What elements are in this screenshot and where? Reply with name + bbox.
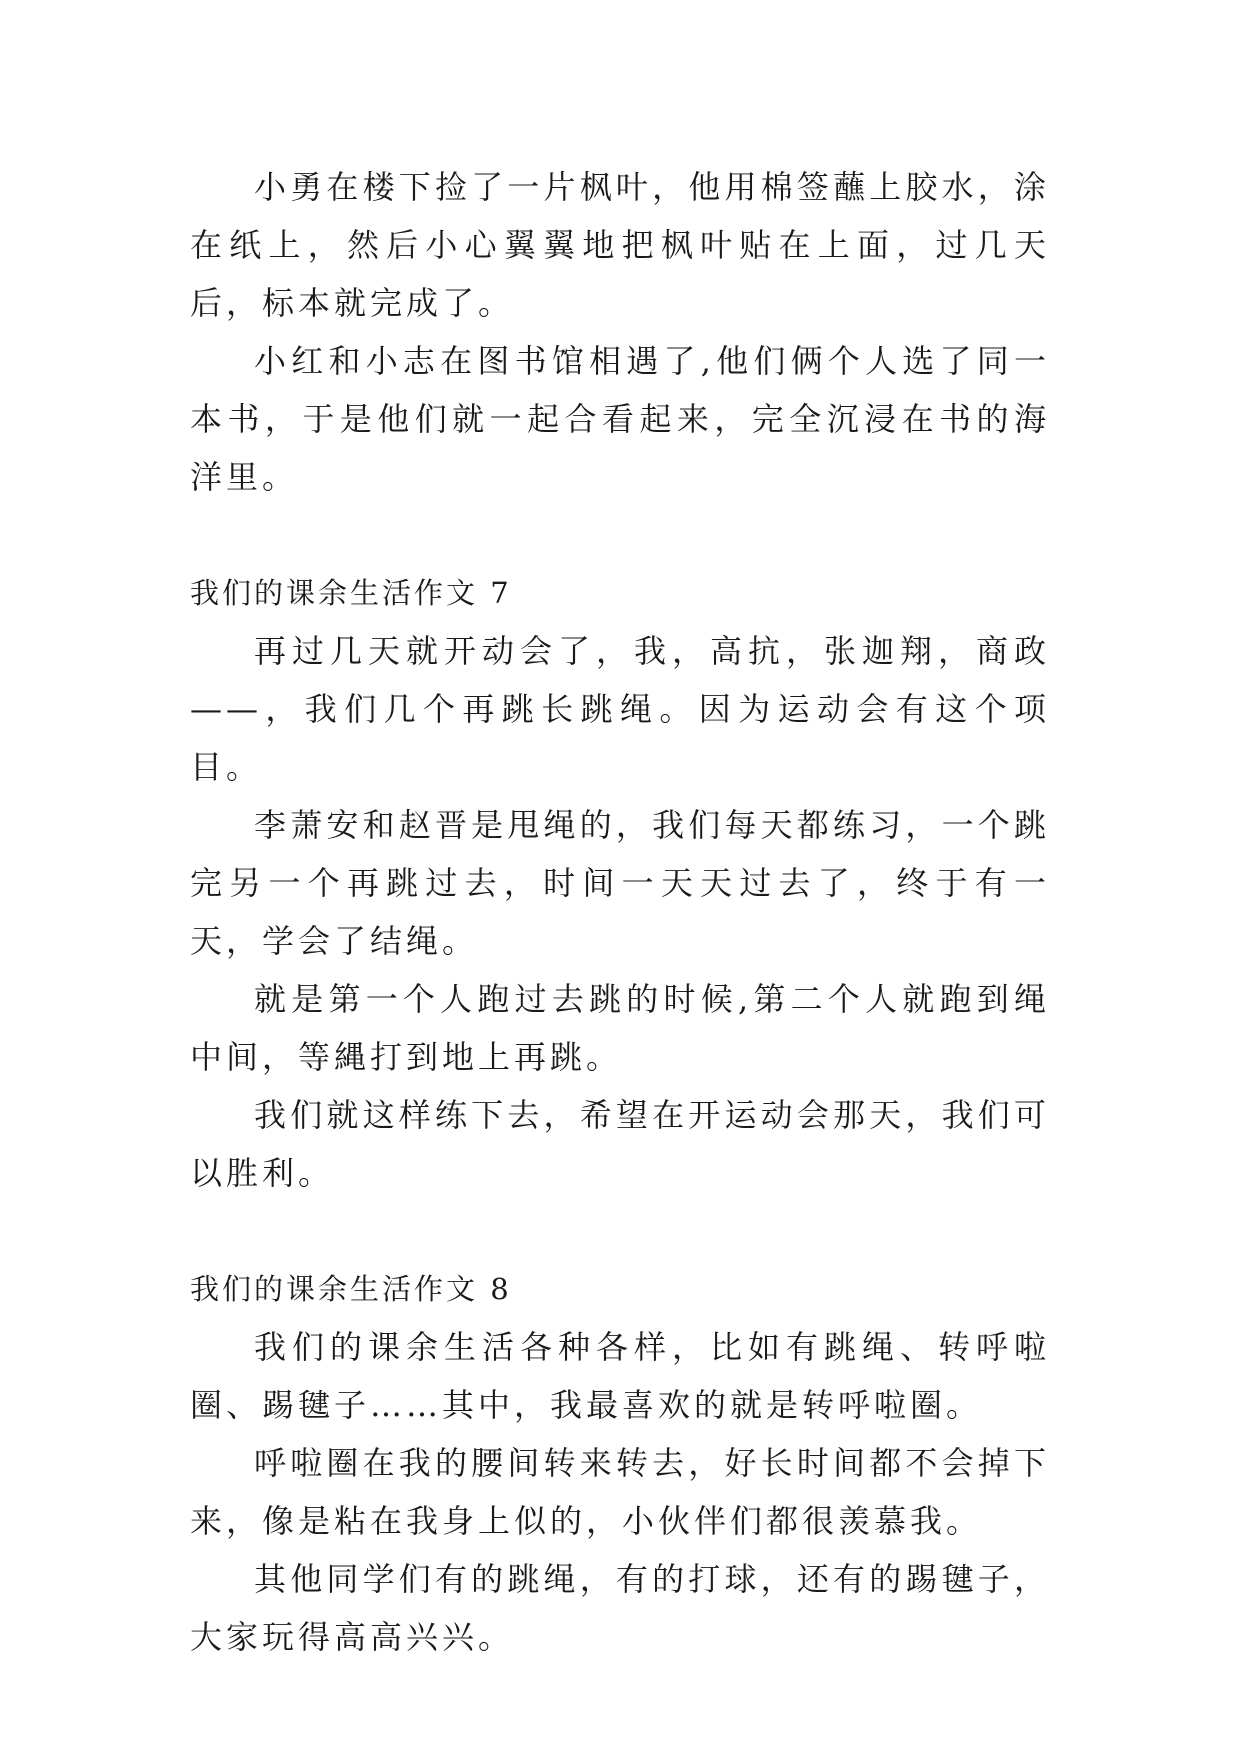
paragraph-library: 小红和小志在图书馆相遇了,他们俩个人选了同一本书，于是他们就一起合看起来，完全沉浸在书的海洋里。 xyxy=(190,342,1050,496)
section-title-8: 我们的课余生活作文 8 xyxy=(190,1272,512,1306)
paragraph-classmates: 其他同学们有的跳绳，有的打球，还有的踢毽子，大家玩得高高兴兴。 xyxy=(190,1560,1050,1656)
paragraph-sports-meet: 再过几天就开动会了，我，高抗，张迦翔，商政——，我们几个再跳长跳绳。因为运动会有这个项目。 xyxy=(190,632,1050,786)
document-body xyxy=(190,158,1050,1666)
section-spacer xyxy=(190,1202,1050,1260)
paragraph-practice: 李萧安和赵晋是甩绳的，我们每天都练习，一个跳完另一个再跳过去，时间一天天过去了，终于有一天，学会了结绳。 xyxy=(190,806,1050,960)
paragraph-activities: 我们的课余生活各种各样，比如有跳绳、转呼啦圈、踢毽子……其中，我最喜欢的就是转呼啦圈。 xyxy=(190,1328,1050,1424)
paragraph-technique: 就是第一个人跑过去跳的时候,第二个人就跑到绳中间，等縄打到地上再跳。 xyxy=(190,980,1050,1076)
paragraph-maple-leaf: 小勇在楼下捡了一片枫叶，他用棉签蘸上胶水，涂在纸上，然后小心翼翼地把枫叶贴在上面，过几天后，标本就完成了。 xyxy=(190,168,1050,322)
paragraph-hula-hoop: 呼啦圈在我的腰间转来转去，好长时间都不会掉下来，像是粘在我身上似的，小伙伴们都很羡慕我。 xyxy=(190,1444,1050,1540)
section-spacer xyxy=(190,506,1050,564)
paragraph-hope: 我们就这样练下去，希望在开运动会那天，我们可以胜利。 xyxy=(190,1096,1050,1192)
section-title-7: 我们的课余生活作文 7 xyxy=(190,576,512,610)
